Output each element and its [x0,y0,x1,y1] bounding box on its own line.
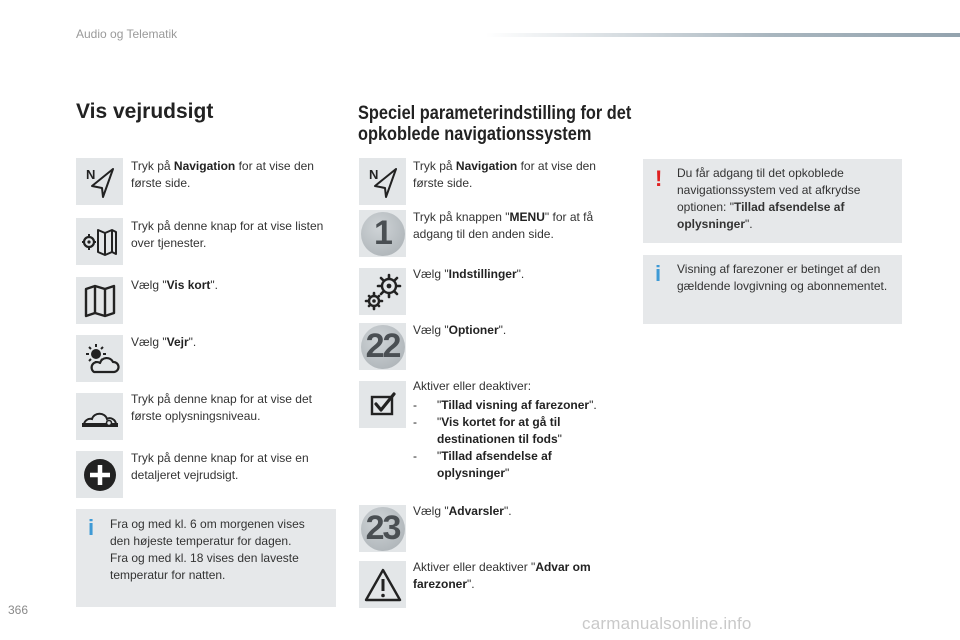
running-header: Audio og Telematik [76,27,178,41]
navigation-icon [76,158,123,205]
mid-step-alerts: Vælg "Advarsler". [413,504,512,518]
svg-text:N: N [85,166,95,182]
section-heading-connected-nav: Speciel parameterindstilling for det opkoblede navigationssystem [358,103,632,145]
watermark: carmanualsonline.info [582,614,752,633]
page-number: 366 [8,603,29,617]
toggle-option-hazard-zones: - "Tillad visning af farezoner". [413,398,597,412]
navigation-icon [359,158,406,205]
mid-step-hazard-warning: Aktiver eller deaktiver "Advar om farezoner". [413,560,591,591]
info-note-text: Fra og med kl. 6 om morgenen vises den højeste temperatur for dagen. Fra og med kl. 18 vises den laveste temperatur for natten. [110,517,305,582]
left-step-detailed: Tryk på denne knap for at vise en detaljeret vejrudsigt. [131,451,309,482]
left-step-first-level: Tryk på denne knap for at vise det første oplysningsniveau. [131,392,312,423]
mid-step-toggle: Aktiver eller deaktiver: - "Tillad visning af farezoner". - "Vis kortet for at gå til destinationen til fods" - "Tillad afsendelse af oplysninger" [413,378,613,482]
warning-icon [359,561,406,608]
warning-note-text: Du får adgang til det opkoblede navigationssystem ved at afkrydse optionen: "Tillad afsendelse af oplysninger". [677,166,861,231]
apps-icon [76,218,123,265]
map-icon [76,277,123,324]
toggle-option-walking-map: - "Vis kortet for at gå til destinationen til fods" [413,415,562,446]
left-step-services: Tryk på denne knap for at vise listen over tjenester. [131,219,324,250]
info-icon: i [655,261,662,286]
left-step-map: Vælg "Vis kort". [131,278,219,292]
step-number-1: 1 [359,210,406,257]
plus-icon [76,451,123,498]
info-note-text: Visning af farezoner er betinget af den gældende lovgivning og abonnementet. [677,262,888,293]
step-number-23: 23 [359,505,406,552]
toggle-option-send-info: - "Tillad afsendelse af oplysninger" [413,449,552,480]
mid-step-settings: Vælg "Indstillinger". [413,267,525,281]
left-step-weather: Vælg "Vejr". [131,335,197,349]
checkbox-icon [359,381,406,428]
mid-step-menu: Tryk på knappen "MENU" for at få adgang til den anden side. [413,210,594,241]
settings-icon [359,268,406,315]
header-rule [486,33,960,37]
weather-icon [76,335,123,382]
info-note-hazard-zones [643,255,902,324]
cloud-icon [76,393,123,440]
step-number-22: 22 [359,323,406,370]
info-note-temperature [76,509,336,607]
mid-step-navigation: Tryk på Navigation for at vise den første side. [413,159,596,190]
section-heading-weather: Vis vejrudsigt [76,100,214,123]
left-step-navigation: Tryk på Navigation for at vise den første side. [131,159,314,190]
exclamation-icon: ! [655,166,663,191]
warning-note-connected-nav [643,159,902,243]
info-icon: i [88,515,95,540]
mid-step-options: Vælg "Optioner". [413,323,507,337]
svg-text:N: N [368,166,378,182]
